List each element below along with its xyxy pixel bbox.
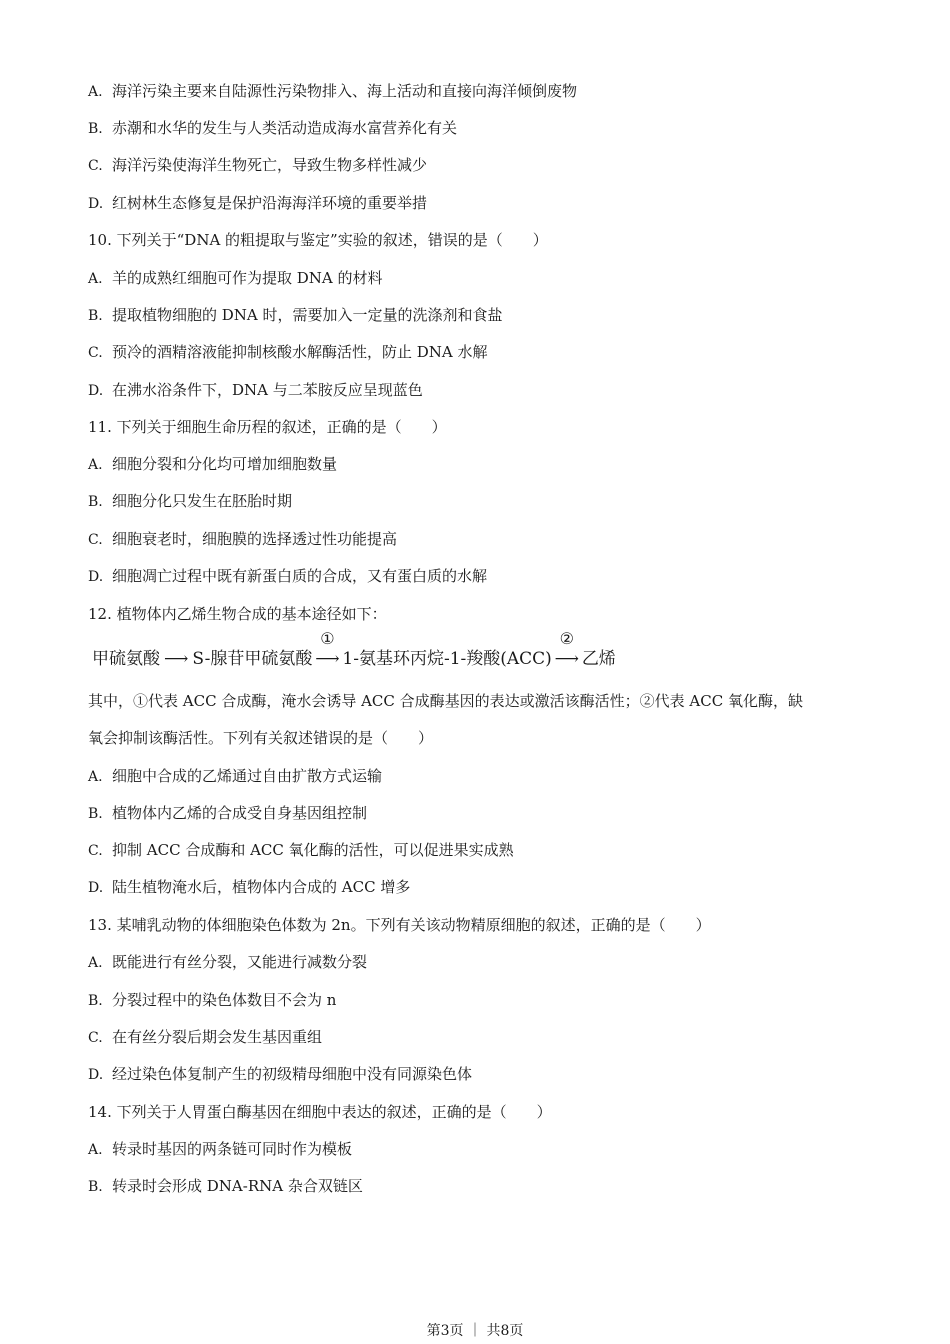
option-letter: C. [88, 843, 103, 859]
pathway-ethylene: 乙烯 [581, 649, 616, 669]
q10-option-d [88, 379, 868, 402]
q9-option-d [88, 192, 868, 215]
pathway-substrate-methionine: 甲硫氨酸 [92, 649, 160, 669]
pathway-acc: 1-氨基环丙烷-1-羧酸(ACC) [342, 649, 552, 669]
step-2-label: ② [559, 629, 574, 648]
q13-option-d [88, 1063, 868, 1086]
q14-option-b [88, 1175, 868, 1198]
option-letter: B. [88, 121, 103, 137]
option-text: 红树林生态修复是保护沿海海洋环境的重要举措 [112, 194, 428, 212]
q12-option-c [88, 839, 868, 862]
option-letter: C. [88, 345, 103, 361]
option-text: 细胞衰老时，细胞膜的选择透过性功能提高 [112, 530, 398, 548]
q10-stem: 10. 下列关于“DNA 的粗提取与鉴定”实验的叙述，错误的是（ ） [88, 231, 548, 249]
option-text: 抑制 ACC 合成酶和 ACC 氧化酶的活性，可以促进果实成熟 [112, 841, 514, 859]
q14-stem: 14. 下列关于人胃蛋白酶基因在细胞中表达的叙述，正确的是（ ） [88, 1103, 552, 1121]
q13-option-a [88, 951, 868, 974]
q9-option-a [88, 80, 868, 103]
option-text: 在有丝分裂后期会发生基因重组 [112, 1028, 323, 1046]
option-text: 在沸水浴条件下，DNA 与二苯胺反应呈现蓝色 [112, 381, 423, 399]
q11-option-d [88, 565, 868, 588]
option-text: 细胞中合成的乙烯通过自由扩散方式运输 [112, 767, 383, 785]
option-text: 陆生植物淹水后，植物体内合成的 ACC 增多 [112, 878, 411, 896]
option-letter: A. [88, 271, 103, 287]
option-letter: C. [88, 158, 103, 174]
option-letter: D. [88, 383, 104, 399]
option-text: 经过染色体复制产生的初级精母细胞中没有同源染色体 [112, 1065, 473, 1083]
option-text: 转录时会形成 DNA-RNA 杂合双链区 [112, 1177, 363, 1195]
option-letter: D. [88, 1067, 104, 1083]
option-text: 预冷的酒精溶液能抑制核酸水解酶活性，防止 DNA 水解 [112, 343, 488, 361]
q14-option-a [88, 1138, 868, 1161]
q12-option-b [88, 802, 868, 825]
q12-option-a [88, 765, 868, 788]
option-letter: C. [88, 1030, 103, 1046]
q13-option-b [88, 989, 868, 1012]
q12-desc-line-2: 氧会抑制该酶活性。下列有关叙述错误的是（ ） [88, 729, 434, 747]
option-text: 分裂过程中的染色体数目不会为 n [112, 991, 337, 1009]
option-text: 细胞分化只发生在胚胎时期 [112, 492, 293, 510]
q12-stem: 12. 植物体内乙烯生物合成的基本途径如下： [88, 605, 387, 623]
option-letter: A. [88, 84, 103, 100]
pathway-sam: S-腺苷甲硫氨酸 [192, 649, 313, 669]
option-letter: A. [88, 457, 103, 473]
option-text: 海洋污染主要来自陆源性污染物排入、海上活动和直接向海洋倾倒废物 [112, 82, 578, 100]
option-text: 海洋污染使海洋生物死亡，导致生物多样性减少 [112, 156, 428, 174]
q10-option-c [88, 341, 868, 364]
arrow-icon: ⟶ [315, 649, 340, 669]
page-footer: 第3页 ｜ 共8页 [426, 1323, 524, 1339]
option-letter: D. [88, 569, 104, 585]
option-letter: B. [88, 1179, 103, 1195]
step-1-label: ① [320, 629, 335, 648]
ethylene-pathway [92, 629, 616, 673]
q10-option-a [88, 267, 868, 290]
option-letter: B. [88, 308, 103, 324]
q12-desc-line-1: 其中，①代表 ACC 合成酶，淹水会诱导 ACC 合成酶基因的表达或激活该酶活性；②代表 ACC 氧化酶，缺 [88, 692, 803, 710]
option-letter: D. [88, 196, 104, 212]
option-text: 植物体内乙烯的合成受自身基因组控制 [112, 804, 368, 822]
q13-stem: 13. 某哺乳动物的体细胞染色体数为 2n。下列有关该动物精原细胞的叙述，正确的是（ ） [88, 916, 711, 934]
q11-stem: 11. 下列关于细胞生命历程的叙述，正确的是（ ） [88, 418, 447, 436]
option-letter: D. [88, 880, 104, 896]
option-text: 细胞凋亡过程中既有新蛋白质的合成，又有蛋白质的水解 [112, 567, 488, 585]
option-letter: B. [88, 494, 103, 510]
q9-option-b [88, 117, 868, 140]
q9-option-c [88, 154, 868, 177]
option-letter: B. [88, 993, 103, 1009]
q11-option-c [88, 528, 868, 551]
option-letter: A. [88, 955, 103, 971]
q11-option-b [88, 490, 868, 513]
arrow-icon: ⟶ [554, 649, 579, 669]
option-text: 羊的成熟红细胞可作为提取 DNA 的材料 [112, 269, 383, 287]
q11-option-a [88, 453, 868, 476]
option-text: 既能进行有丝分裂，又能进行减数分裂 [112, 953, 368, 971]
option-text: 细胞分裂和分化均可增加细胞数量 [112, 455, 338, 473]
arrow-icon: ⟶ [164, 649, 189, 669]
option-letter: B. [88, 806, 103, 822]
q10-option-b [88, 304, 868, 327]
q13-option-c [88, 1026, 868, 1049]
option-text: 提取植物细胞的 DNA 时，需要加入一定量的洗涤剂和食盐 [112, 306, 503, 324]
option-letter: A. [88, 769, 103, 785]
q12-option-d [88, 876, 868, 899]
option-letter: A. [88, 1142, 103, 1158]
option-letter: C. [88, 532, 103, 548]
option-text: 赤潮和水华的发生与人类活动造成海水富营养化有关 [112, 119, 458, 137]
option-text: 转录时基因的两条链可同时作为模板 [112, 1140, 353, 1158]
arrow-step-2 [554, 629, 580, 673]
arrow-step-1 [314, 629, 340, 673]
